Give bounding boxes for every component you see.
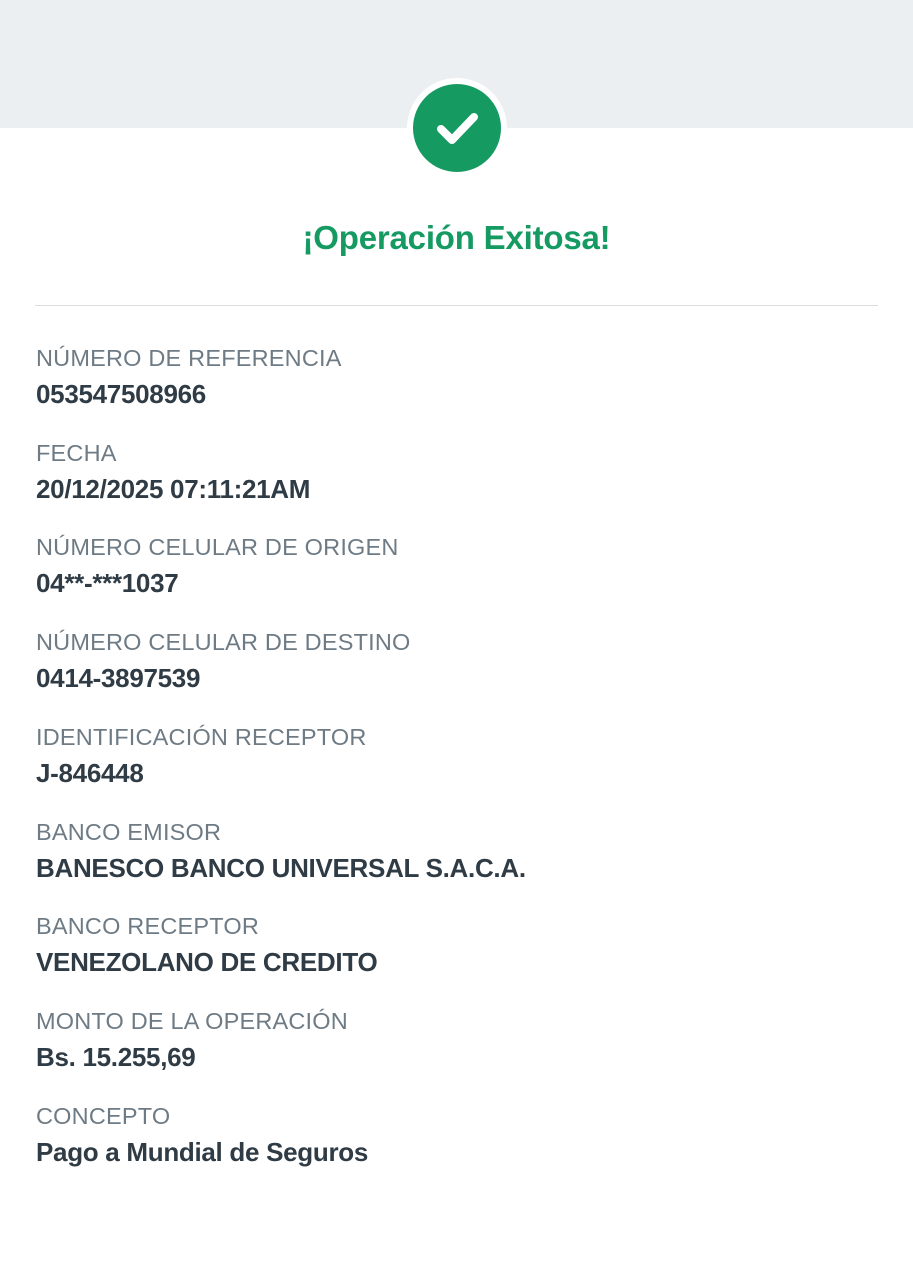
- field-value: J-846448: [36, 757, 144, 788]
- field-label: BANCO RECEPTOR: [36, 913, 260, 940]
- page-title: ¡Operación Exitosa!: [302, 219, 611, 256]
- field-value: Pago a Mundial de Seguros: [36, 1136, 368, 1167]
- field-label: MONTO DE LA OPERACIÓN: [36, 1008, 348, 1035]
- list-item: [36, 346, 913, 410]
- field-value: VENEZOLANO DE CREDITO: [36, 947, 378, 978]
- field-label: BANCO EMISOR: [36, 818, 222, 845]
- success-badge: [407, 78, 507, 178]
- list-item: [36, 725, 913, 789]
- list-item: [36, 1104, 913, 1168]
- list-item: [36, 441, 913, 505]
- list-item: [36, 630, 913, 694]
- field-value: 0414-3897539: [36, 663, 201, 694]
- receipt-body: [0, 128, 913, 1168]
- field-value: 053547508966: [36, 378, 206, 409]
- field-value: 04**-***1037: [36, 568, 179, 599]
- field-label: FECHA: [36, 439, 117, 466]
- field-label: NÚMERO CELULAR DE ORIGEN: [36, 534, 399, 561]
- list-item: [36, 1009, 913, 1073]
- list-item: [36, 820, 913, 884]
- field-value: BANESCO BANCO UNIVERSAL S.A.C.A.: [36, 852, 526, 883]
- field-value: 20/12/2025 07:11:21AM: [36, 473, 311, 504]
- field-label: NÚMERO DE REFERENCIA: [36, 345, 342, 371]
- receipt-field-list: [0, 306, 913, 1168]
- check-circle-icon: [413, 84, 501, 172]
- field-label: NÚMERO CELULAR DE DESTINO: [36, 629, 411, 656]
- list-item: [36, 535, 913, 599]
- list-item: [36, 914, 913, 978]
- field-label: IDENTIFICACIÓN RECEPTOR: [36, 723, 367, 750]
- field-label: CONCEPTO: [36, 1102, 171, 1129]
- field-value: Bs. 15.255,69: [36, 1041, 196, 1072]
